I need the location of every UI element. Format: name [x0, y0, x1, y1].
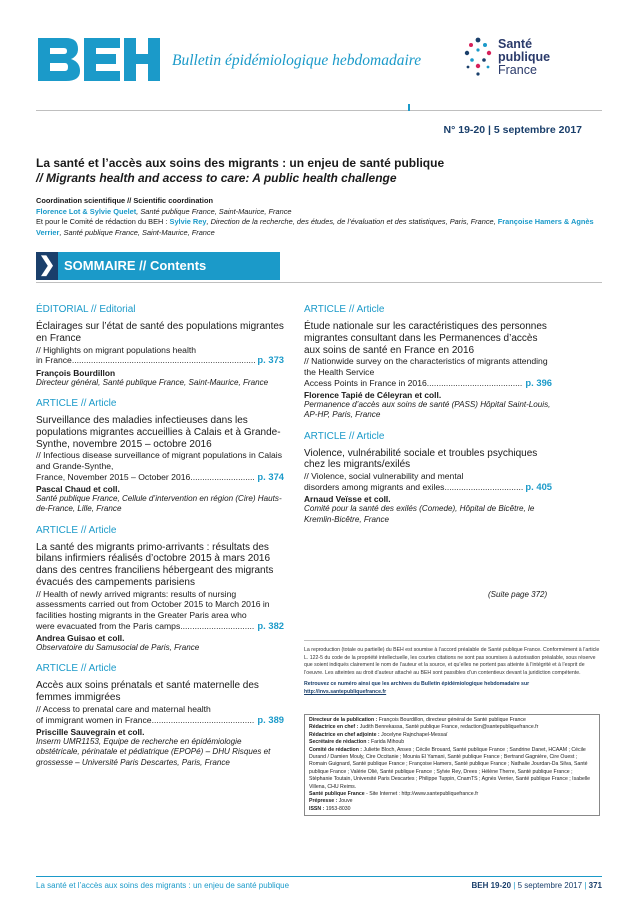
leader-dots — [180, 621, 255, 632]
issue-number: N° 19-20 | 5 septembre 2017 — [443, 124, 582, 136]
toc-entry-english-title: // Access to prenatal care and maternal health — [36, 703, 211, 714]
toc-entry-english-title: // Nationwide survey on the characteristics of migrants attending the Health Service — [304, 356, 548, 377]
toc-entry-category: ARTICLE // Article — [36, 663, 117, 675]
header-divider — [36, 110, 602, 111]
credit-value: - Site Internet : http://www.santepubliquefrance.fr — [364, 791, 479, 798]
committee-name: Sylvie Rey — [169, 217, 207, 226]
toc-entry-author: François Bourdillon — [36, 367, 116, 378]
leader-dots — [444, 482, 523, 493]
issue-title — [36, 156, 596, 186]
credit-label: Comité de rédaction : — [309, 746, 363, 753]
credit-value: 1953-8030 — [324, 805, 351, 812]
toc-entry[interactable] — [36, 663, 284, 767]
committee-intro: Et pour le Comité de rédaction du BEH : — [36, 217, 170, 226]
chevron-right-icon: ❯ — [36, 252, 58, 280]
contents-right-column — [304, 304, 552, 535]
sommaire-divider — [36, 282, 602, 283]
toc-entry-page[interactable]: p. 405 — [525, 480, 552, 492]
credit-value: Farida Mihoub — [369, 739, 405, 746]
toc-entry-english-title-end: Access Points in France in 2016 — [304, 377, 427, 388]
committee-affiliation: , Direction de la recherche, des études, de l’évaluation et des statistiques, Paris, France, — [206, 217, 498, 226]
coordination-line2 — [36, 217, 602, 238]
toc-entry-english-title-end: of immigrant women in France — [36, 714, 152, 725]
contents-left-column — [36, 304, 284, 778]
toc-entry-title[interactable]: La santé des migrants primo-arrivants : résultats des bilans infirmiers réalisés d’octobre 2015 à mars 2016 dans des centres franciliens hébergeant des migrants évacués des campements parisiens — [36, 541, 274, 588]
toc-entry-author: Arnaud Veïsse et coll. — [304, 494, 391, 505]
toc-entry-english-title-end: in France — [36, 355, 72, 366]
credit-row — [309, 739, 595, 746]
footer-issue: BEH 19-20 | 5 septembre 2017 | 371 — [471, 881, 602, 890]
sp-logo-line3: France — [498, 63, 537, 77]
sp-logo-text — [498, 38, 550, 77]
toc-entry-title[interactable]: Surveillance des maladies infectieuses dans les populations migrantes accueillies à Calais et à Grande-Synthe, novembre 2015 – octobre 2016 — [36, 414, 281, 450]
credit-value: Jouve — [337, 798, 353, 805]
toc-entry[interactable] — [304, 431, 552, 525]
toc-entry-category: ARTICLE // Article — [304, 430, 385, 442]
toc-entry-english-title-end: disorders among migrants and exiles — [304, 481, 445, 492]
toc-entry-page[interactable]: p. 373 — [257, 354, 284, 366]
legal-notice — [304, 640, 600, 697]
credit-row — [309, 798, 595, 805]
credit-label: ISSN : — [309, 805, 325, 812]
credit-value: Judith Benrekassa, Santé publique France, redaction@santepubliquefrance.fr — [358, 724, 539, 731]
credit-label: Rédactrice en chef : — [309, 724, 359, 731]
sommaire-label: SOMMAIRE // Contents — [64, 258, 207, 273]
toc-entry[interactable] — [36, 304, 284, 388]
legal-text: La reproduction (totale ou partielle) du BEH est soumise à l’accord préalable de Santé publique France. Conformément à l’article L. 122-5 du code de la propriété intellectuelle, les courtes citations ne sont pas soumises à autorisation préalable, sous réserve que soient indiqués clairement le nom de l’auteur et la source, et qu’elles ne portent pas atteinte à l’intégrité et à l’esprit de l’oeuvre. Les atteintes au droit d’auteur attaché au BEH sont passibles d’un contentieux devant la juridiction compétente. — [304, 647, 600, 676]
toc-entry[interactable] — [36, 398, 284, 515]
page-header — [0, 0, 638, 112]
toc-entry-page[interactable]: p. 396 — [525, 376, 552, 388]
sp-logo-line1: Santé — [498, 37, 533, 51]
footer-title: La santé et l’accès aux soins des migrants : un enjeu de santé publique — [36, 881, 290, 890]
footer-page-number: 371 — [588, 881, 602, 890]
sante-publique-france-logo — [462, 36, 572, 82]
toc-entry-category: ÉDITORIAL // Editorial — [36, 304, 136, 315]
coordinator-names: Florence Lot & Sylvie Quelet — [36, 206, 137, 216]
toc-entry-title[interactable]: Accès aux soins prénatals et santé maternelle des femmes immigrées — [36, 680, 259, 704]
toc-entry-page[interactable]: p. 374 — [257, 470, 284, 482]
archive-link[interactable]: http://invs.santepubliquefrance.fr — [304, 688, 387, 695]
toc-entry-english-title-end: were evacuated from the Paris camps — [36, 620, 181, 631]
coordinator-affiliation: , Santé publique France, Saint-Maurice, France — [136, 206, 292, 216]
credit-row — [309, 747, 595, 791]
toc-entry-title[interactable]: Violence, vulnérabilité sociale et troubles psychiques chez les migrants/exilés — [304, 447, 538, 471]
toc-entry-page[interactable]: p. 389 — [257, 713, 284, 725]
credit-row — [309, 732, 595, 739]
toc-entry-author: Florence Tapié de Céleyran et coll. — [304, 390, 442, 401]
credit-value: Juliette Bloch, Anses ; Cécile Brouard, Santé publique France ; Sandrine Danet, HCAAM ; Cécile Durand / Damien Mouly, Cire Occitanie ; Mounia El Yamani, Santé publique France ; Bertrand Gagnière, Cire Ouest ; Romain Guignard, Santé publique France ; Françoise Hamers, Santé publique France ; Nathalie Jourdan-Da Silva, Santé publique France ; Valérie Olié, Santé publique France ; Sylvie Rey, Drees ; Hélène Therre, Santé publique France ; Stéphanie Toutain, Université Paris Descartes ; Philippe Tuppin, CnamTS ; Agnès Verrier, Santé publique France ; Isabelle Villena, CHU Reims. — [309, 746, 591, 790]
leader-dots — [427, 378, 524, 389]
credit-row — [309, 791, 595, 798]
title-en: // Migrants health and access to care: A public health challenge — [36, 171, 397, 185]
credit-row — [309, 717, 595, 724]
archive-note — [304, 681, 600, 696]
toc-entry-affiliation: Santé publique France, Cellule d’intervention en région (Cire) Hauts-de-France, Lille, France — [36, 494, 282, 514]
credit-row — [309, 806, 595, 813]
leader-dots — [152, 715, 256, 726]
credit-label: Secrétaire de rédaction : — [309, 739, 370, 746]
toc-entry-affiliation: Inserm UMR1153, Equipe de recherche en épidémiologie obstétricale, périnatale et pédiatrique (EPOPé) – DHU Risques et grossesse – Université Paris Descartes, Paris, France — [36, 737, 271, 767]
credits-box — [304, 714, 600, 816]
beh-logo — [36, 36, 162, 82]
footer-beh: BEH 19-20 — [471, 881, 512, 890]
toc-entry-title[interactable]: Éclairages sur l’état de santé des populations migrantes en France — [36, 321, 284, 344]
sp-dots-icon — [462, 36, 494, 78]
toc-entry-author: Priscille Sauvegrain et coll. — [36, 727, 145, 738]
toc-entry-affiliation: Observatoire du Samusocial de Paris, France — [36, 643, 200, 653]
coordination-label: Coordination scientifique // Scientific coordination — [36, 196, 213, 205]
toc-entry-category: ARTICLE // Article — [36, 397, 117, 409]
toc-entry-affiliation: Directeur général, Santé publique France, Saint-Maurice, France — [36, 377, 269, 387]
coordination-line1 — [36, 207, 602, 218]
journal-title: Bulletin épidémiologique hebdomadaire — [172, 52, 422, 69]
credit-value: François Bourdillon, directeur général de Santé publique France — [377, 717, 526, 723]
toc-entry-affiliation: Permanence d’accès aux soins de santé (PASS) Hôpital Saint-Louis, AP-HP, Paris, France — [304, 400, 551, 420]
toc-entry-english-title: // Violence, social vulnerability and mental — [304, 471, 464, 482]
continued-note: (Suite page 372) — [488, 590, 548, 599]
leader-dots — [190, 472, 255, 483]
sp-logo-line2: publique — [498, 50, 551, 64]
footer-date: 5 septembre 2017 — [517, 881, 583, 890]
toc-entry-page[interactable]: p. 382 — [257, 619, 284, 631]
committee-affiliation-2: , Santé publique France, Saint-Maurice, France — [59, 227, 215, 237]
toc-entry-author: Andrea Guisao et coll. — [36, 633, 125, 644]
toc-entry-english-title: // Highlights on migrant populations health — [36, 344, 197, 355]
committee-names: Françoise Hamers & Agnès Verrier — [36, 217, 594, 237]
toc-entry[interactable] — [304, 304, 552, 421]
coordination-block — [36, 196, 602, 238]
toc-entry-english-title: // Health of newly arrived migrants: results of nursing assessments carried out from October 2015 to March 2016 in facilities hosting migrants in the Greater Paris area who — [36, 588, 270, 620]
toc-entry-title[interactable]: Étude nationale sur les caractéristiques des personnes migrantes consultant dans les Permanences d’accès aux soins de santé en France en 2016 — [304, 321, 547, 356]
footer-divider — [36, 876, 602, 877]
toc-entry-category: ARTICLE // Article — [304, 304, 385, 315]
toc-entry-affiliation: Comité pour la santé des exilés (Comede), Hôpital de Bicêtre, le Kremlin-Bicêtre, France — [304, 504, 535, 524]
toc-entry-english-title: // Infectious disease surveillance of migrant populations in Calais and Grande-Synthe, — [36, 450, 283, 471]
toc-entry-author: Pascal Chaud et coll. — [36, 484, 120, 495]
credit-value: Jocelyne Rajnchapel-Messaï — [379, 731, 448, 738]
toc-entry-english-title-end: France, November 2015 – October 2016 — [36, 471, 191, 482]
credit-row — [309, 724, 595, 731]
sommaire-heading — [36, 252, 280, 280]
archive-text: Retrouvez ce numéro ainsi que les archives du Bulletin épidémiologique hebdomadaire sur — [304, 681, 530, 688]
title-fr: La santé et l’accès aux soins des migrants : un enjeu de santé publique — [36, 156, 445, 170]
credit-label: Santé publique France — [309, 791, 365, 798]
toc-entry-category: ARTICLE // Article — [36, 524, 117, 536]
credit-label: Prépresse : — [309, 798, 338, 805]
credit-label: Rédactrice en chef adjointe : — [309, 731, 380, 738]
credit-label: Directeur de la publication : — [309, 717, 378, 723]
toc-entry[interactable] — [36, 525, 284, 654]
leader-dots — [72, 355, 256, 366]
